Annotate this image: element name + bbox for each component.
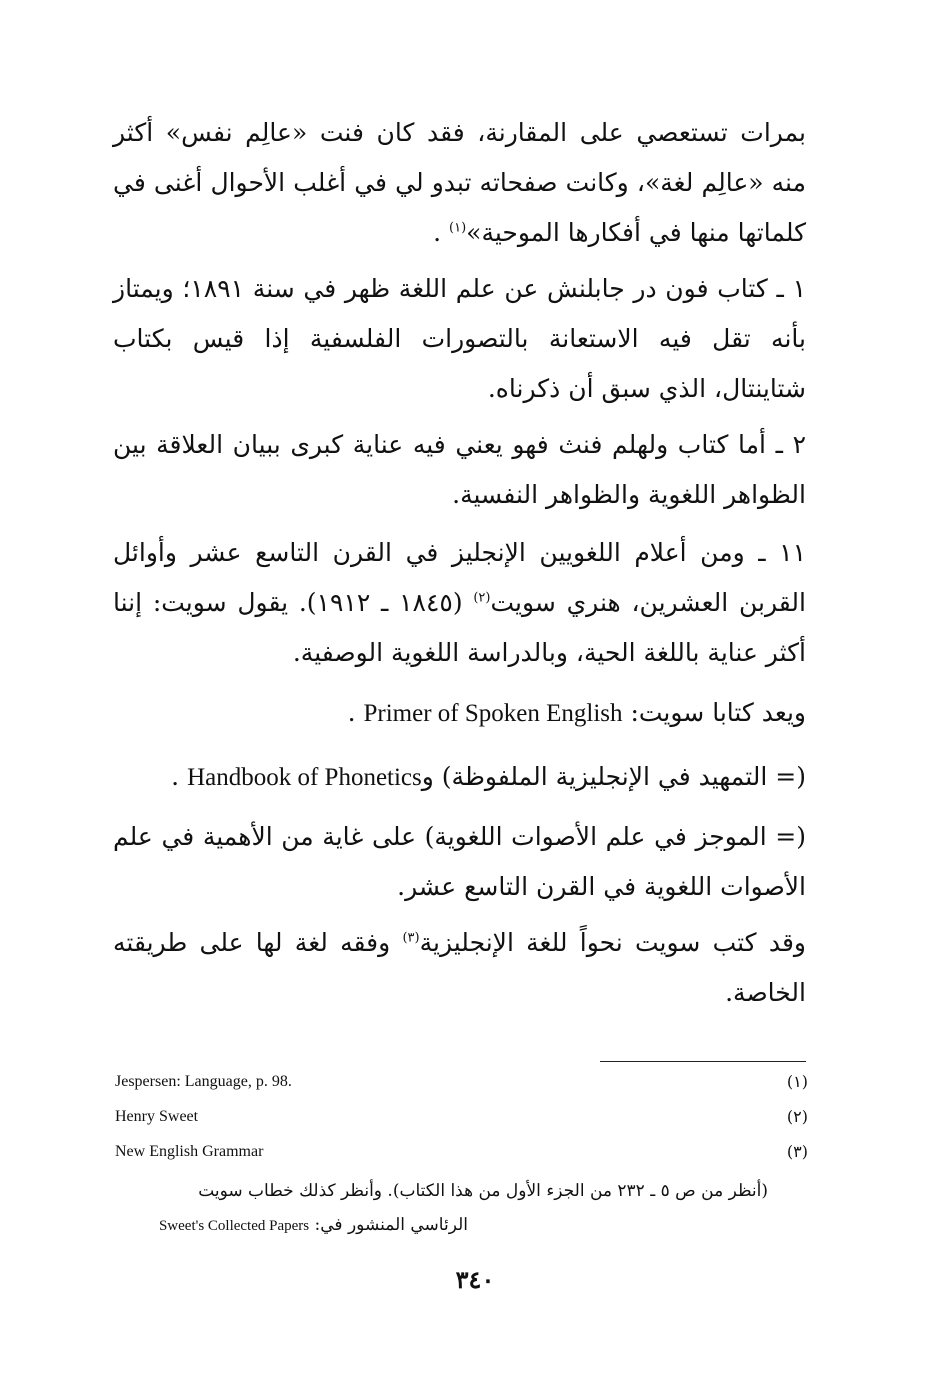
footnote-3 xyxy=(115,1138,808,1166)
footnote-number: (١) xyxy=(786,1072,808,1091)
footnote-text: New English Grammar xyxy=(115,1143,264,1160)
paragraph-handbook xyxy=(113,752,844,803)
paragraph-text: (= التمهيد في الإنجليزية الملفوظة) و xyxy=(421,762,806,791)
book-title-english: Sweet's Collected Papers xyxy=(158,1218,310,1234)
paragraph-primer xyxy=(113,688,844,739)
footnote-number: (٢) xyxy=(786,1107,808,1126)
footnote-divider xyxy=(600,1061,806,1062)
footnote-1 xyxy=(115,1068,808,1096)
paragraph-text-continued: (١٨٤٥ ـ ١٩١٢). يقول سويت: إننا أكثر عناية باللغة الحية، وبالدراسة اللغوية الوصفية. xyxy=(113,588,806,667)
footnote-ref: (٢) xyxy=(473,590,491,606)
paragraph-tail: . xyxy=(171,762,188,791)
paragraph-text: وقد كتب سويت نحواً للغة الإنجليزية xyxy=(419,928,806,957)
footnote-text: الرئاسي المنشور في: xyxy=(309,1215,468,1235)
paragraph-grammar xyxy=(113,918,806,1018)
footnote-text: Jespersen: Language, p. 98. xyxy=(115,1073,292,1090)
footnote-continuation-line-2 xyxy=(113,1210,468,1241)
paragraph-quote-end xyxy=(113,108,806,258)
footnote-ref: (٣) xyxy=(402,930,420,946)
page-number: ٣٤٠ xyxy=(455,1265,495,1294)
footnote-continuation-line-1: (أنظر من ص ٥ ـ ٢٣٢ من الجزء الأول من هذا الكتاب). وأنظر كذلك خطاب سويت xyxy=(198,1181,768,1201)
paragraph-text: ١١ ـ ومن أعلام اللغويين الإنجليز في القرن التاسع عشر وأوائل القربن العشرين، هنري سويت xyxy=(113,538,806,617)
footnote-ref: (١) xyxy=(449,220,467,236)
footnote-2 xyxy=(115,1103,808,1131)
footnote-number: (٣) xyxy=(786,1142,808,1161)
paragraph-tail: . xyxy=(433,218,450,247)
book-title-english: Primer of Spoken English xyxy=(363,700,623,727)
paragraph-item-2: ٢ ـ أما كتاب ولهلم فنث فهو يعني فيه عناية كبرى ببيان العلاقة بين الظواهر اللغوية والظواهر النفسية. xyxy=(113,430,806,509)
paragraph-section-11 xyxy=(113,528,806,678)
book-title-english: Handbook of Phonetics xyxy=(187,764,422,791)
paragraph-tail: . xyxy=(347,698,364,727)
paragraph-text: بمرات تستعصي على المقارنة، فقد كان فنت «عالِم نفس» أكثر منه «عالِم لغة»، وكانت صفحاته تبدو لي في أغلب الأحوال أغنى في كلماتها منها في أفكارها الموحية» xyxy=(113,118,806,247)
paragraph-phonetics: (= الموجز في علم الأصوات اللغوية) على غاية من الأهمية في علم الأصوات اللغوية في القرن التاسع عشر. xyxy=(113,822,806,901)
paragraph-text-continued: وفقه لغة لها على طريقته الخاصة. xyxy=(113,928,806,1007)
paragraph-item-1: ١ ـ كتاب فون در جابلنش عن علم اللغة ظهر في سنة ١٨٩١؛ ويمتاز بأنه تقل فيه الاستعانة بالتصورات الفلسفية إذا قيس بكتاب شتاينتال، الذي سبق أن ذكرناه. xyxy=(113,274,806,403)
footnote-text: Henry Sweet xyxy=(115,1108,199,1125)
paragraph-text: ويعد كتابا سويت: xyxy=(622,698,806,727)
